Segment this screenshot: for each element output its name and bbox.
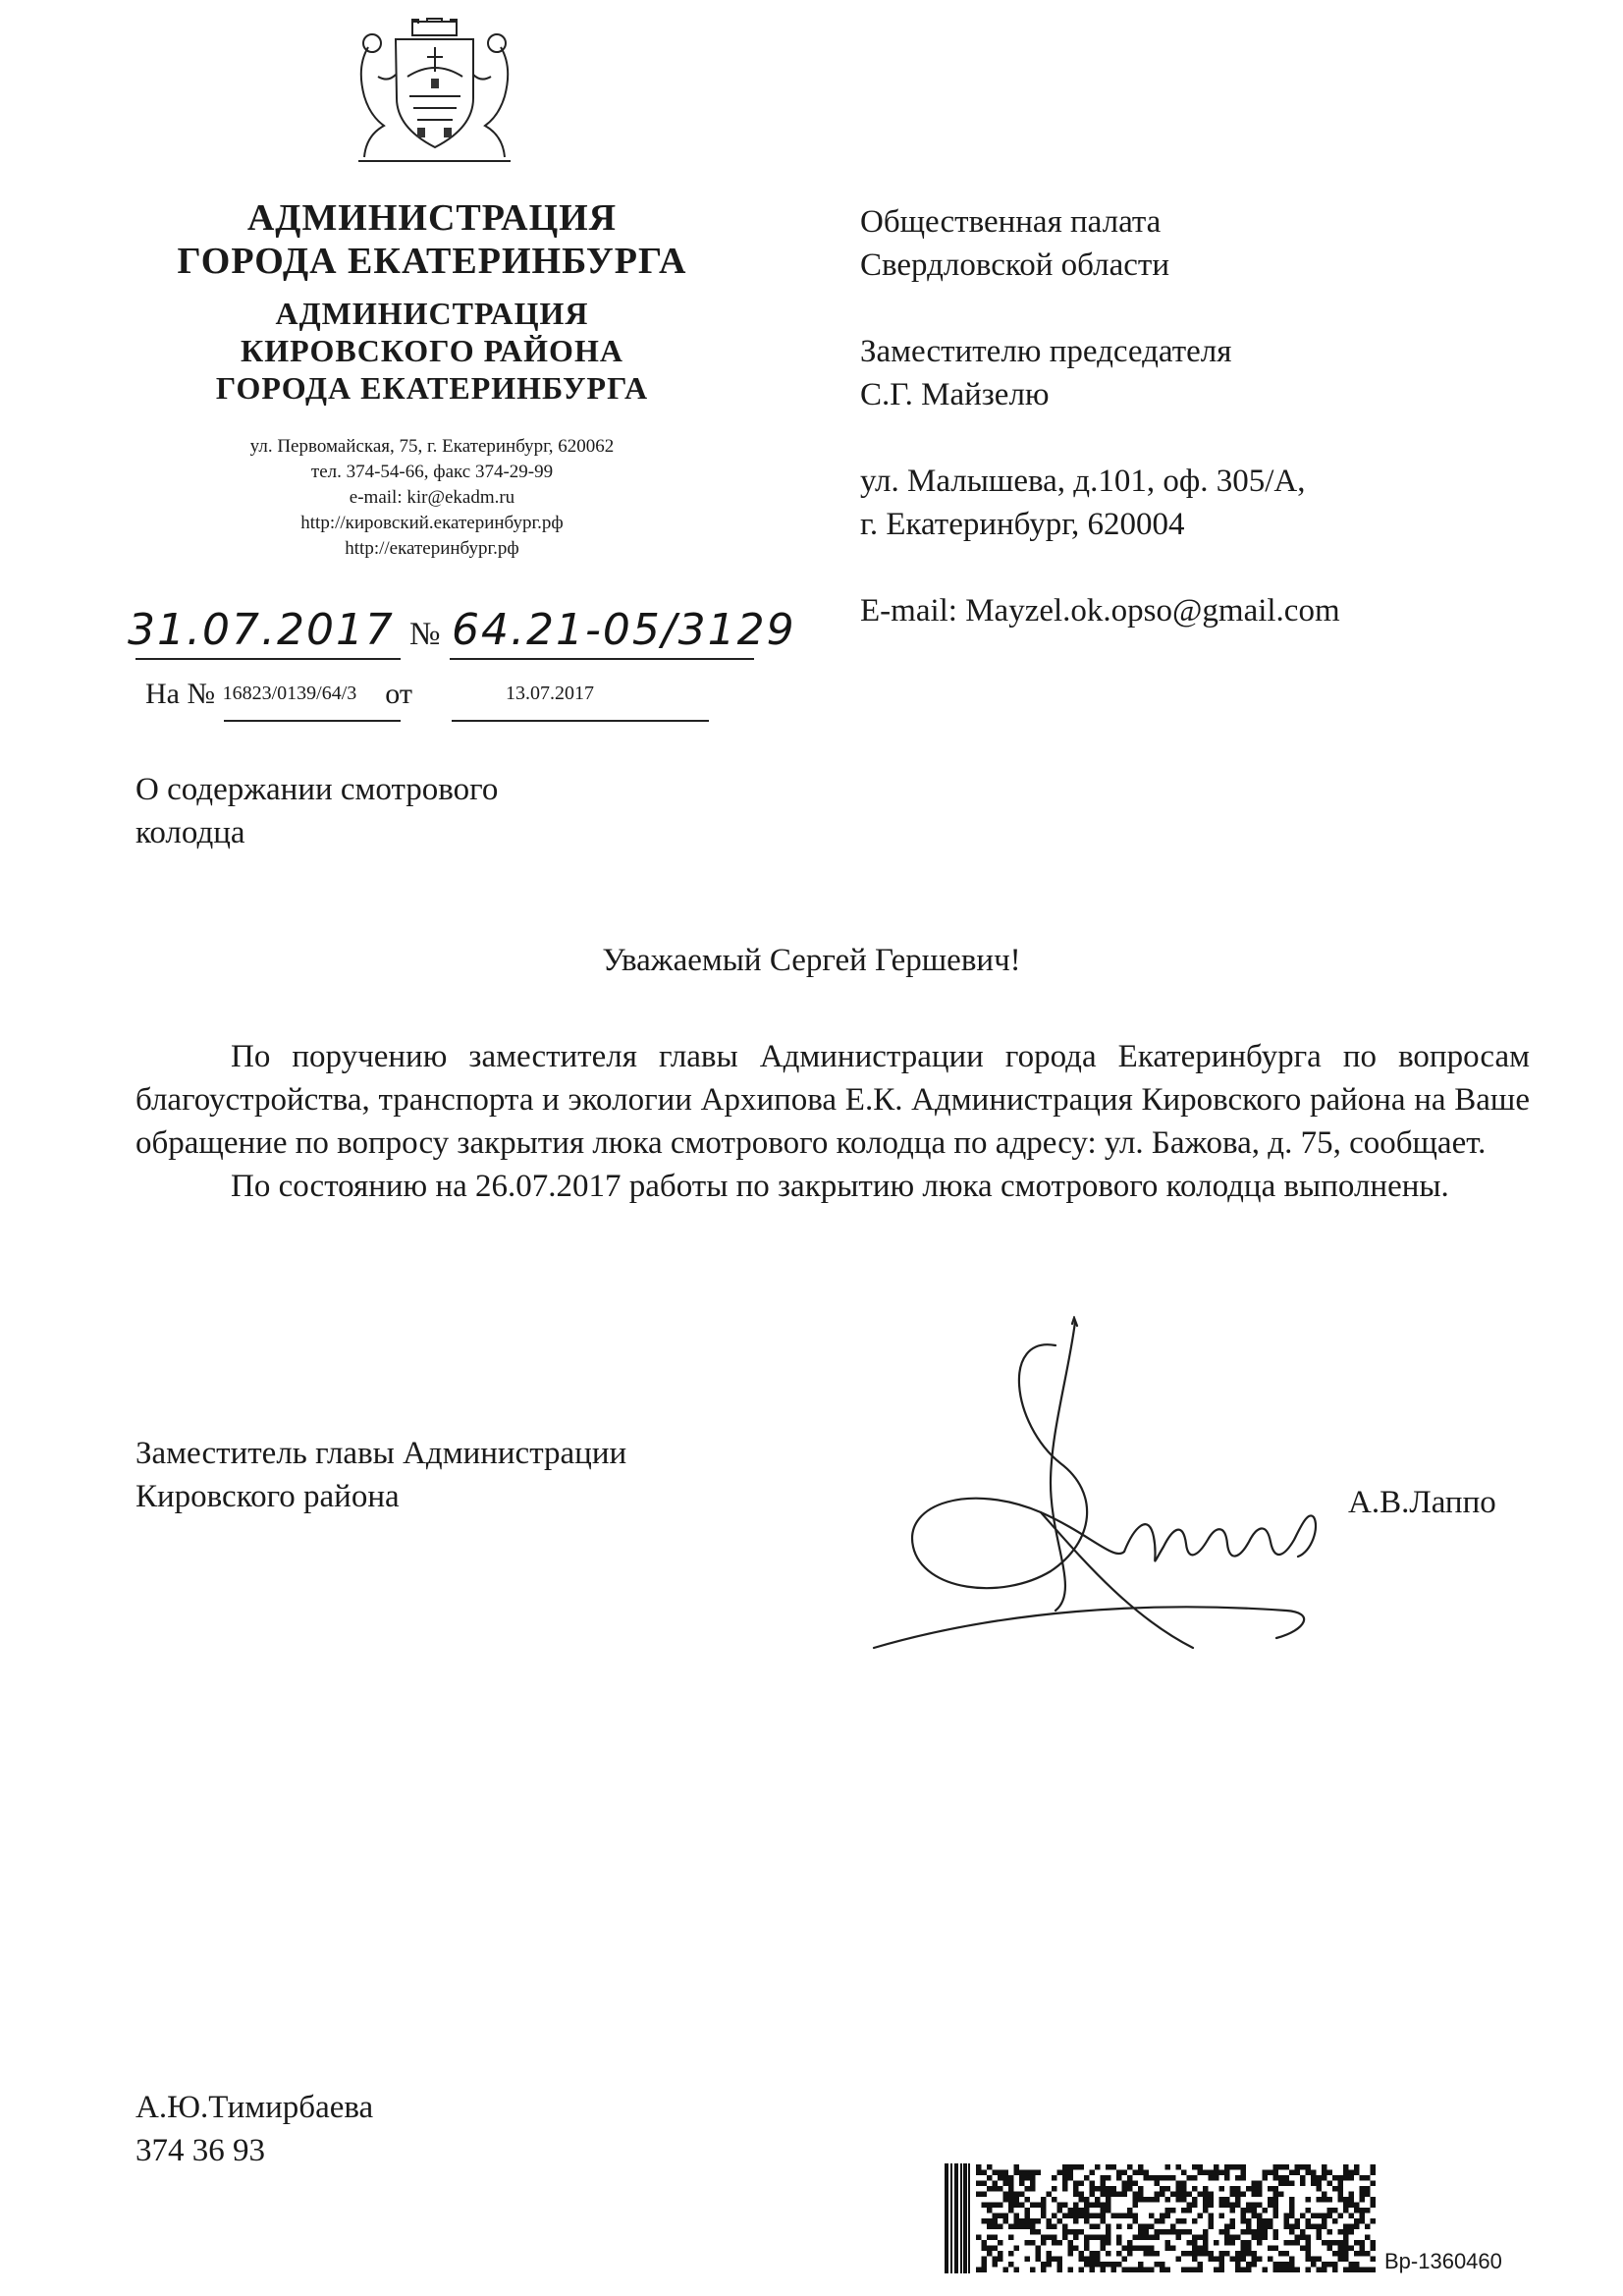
letterhead-contacts: [118, 434, 746, 562]
number-underline: [450, 658, 754, 660]
reply-to-number: 16823/0139/64/3: [222, 683, 357, 704]
salutation: Уважаемый Сергей Гершевич!: [602, 943, 1021, 978]
recipient-email: E-mail: Mayzel.ok.opso@gmail.com: [860, 593, 1340, 629]
handwritten-signature: [854, 1316, 1404, 1669]
executor-block: [135, 2086, 373, 2172]
recipient-person-line: С.Г. Майзелю: [860, 377, 1050, 412]
letterhead-district-administration: [118, 295, 746, 407]
recipient-address-line: г. Екатеринбург, 620004: [860, 507, 1185, 542]
body-paragraph: По поручению заместителя главы Администрации города Екатеринбурга по вопросам благоустройства, транспорта и экологии Архипова Е.К. Администрация Кировского района на Ваше обращение по вопросу закрытия люка смотрового колодца по адресу: ул. Бажова, д. 75, сообщает.: [135, 1039, 1530, 1161]
barcode-icon: [945, 2163, 1386, 2273]
recipient-org-line: Общественная палата: [860, 204, 1162, 240]
contact-phone: тел. 374-54-66, факс 374-29-99: [310, 462, 554, 482]
executor-phone: 374 36 93: [135, 2133, 265, 2168]
letterhead-line: АДМИНИСТРАЦИЯ: [246, 197, 618, 239]
contact-email: e-mail: kir@ekadm.ru: [349, 487, 515, 508]
subject-line: О содержании смотрового: [135, 772, 499, 807]
signatory-title-line: Заместитель главы Администрации: [135, 1436, 627, 1471]
number-label: №: [409, 617, 441, 652]
letterhead-line: КИРОВСКОГО РАЙОНА: [241, 333, 623, 368]
recipient-person-line: Заместителю председателя: [860, 334, 1232, 369]
outgoing-date: 31.07.2017: [128, 605, 395, 655]
recipient-block: [860, 200, 1547, 632]
recipient-address-line: ул. Малышева, д.101, оф. 305/А,: [860, 464, 1306, 499]
body-paragraph: По состоянию на 26.07.2017 работы по закрытию люка смотрового колодца выполнены.: [231, 1169, 1449, 1204]
reply-date-underline: [452, 720, 709, 722]
signatory-name: А.В.Лаппо: [1348, 1485, 1496, 1520]
document-id: Вр-1360460: [1384, 2249, 1502, 2273]
executor-name: А.Ю.Тимирбаева: [135, 2090, 374, 2125]
letter-body: [135, 1035, 1530, 1208]
contact-website: http://екатеринбург.рф: [345, 538, 519, 559]
reply-from-label: от: [385, 678, 412, 710]
letterhead-line: АДМИНИСТРАЦИЯ: [275, 296, 589, 331]
signatory-title-line: Кировского района: [135, 1479, 400, 1514]
outgoing-number: 64.21-05/3129: [452, 605, 796, 655]
reply-number-underline: [224, 720, 401, 722]
letterhead-line: ГОРОДА ЕКАТЕРИНБУРГА: [215, 370, 649, 406]
letterhead-line: ГОРОДА ЕКАТЕРИНБУРГА: [177, 241, 687, 282]
recipient-org-line: Свердловской области: [860, 247, 1169, 283]
signatory-title: [135, 1432, 823, 1518]
contact-address: ул. Первомайская, 75, г. Екатеринбург, 620062: [249, 436, 615, 457]
reply-to-label: На №: [145, 678, 216, 710]
date-underline: [135, 658, 401, 660]
subject-line: колодца: [135, 815, 245, 850]
reply-from-date: 13.07.2017: [506, 683, 594, 704]
coat-of-arms-icon: [349, 18, 520, 165]
reply-reference: [145, 678, 594, 711]
letter-subject: [135, 768, 646, 854]
contact-website: http://кировский.екатеринбург.рф: [300, 513, 564, 533]
letterhead-city-administration: [118, 196, 746, 283]
